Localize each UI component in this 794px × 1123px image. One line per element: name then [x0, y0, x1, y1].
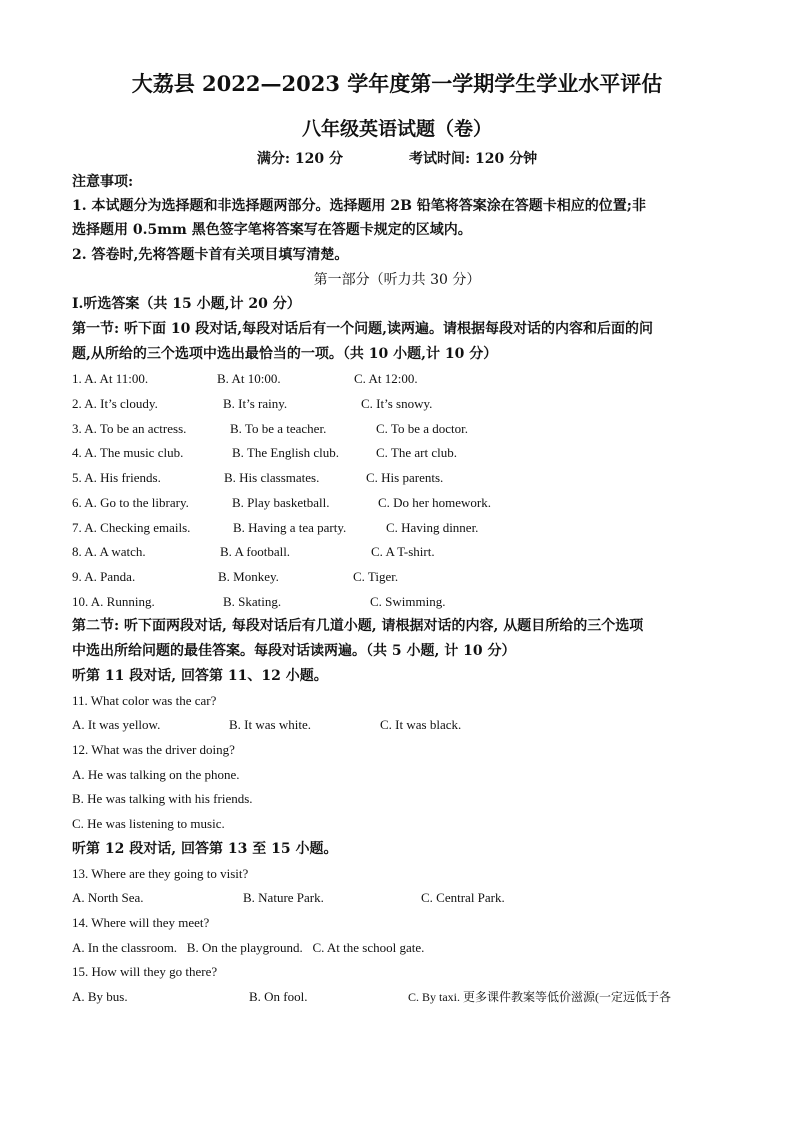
option-c: C. A T-shirt. — [371, 544, 435, 559]
option-a: A. He was talking on the phone. — [72, 767, 240, 782]
option-c: C. It’s snowy. — [361, 396, 433, 411]
part1-heading: 第一部分（听力共 30 分） — [313, 272, 481, 288]
option-a: A. By bus. — [72, 989, 128, 1004]
option-b: B. His classmates. — [224, 470, 320, 485]
option-a: 1. A. At 11:00. — [72, 371, 149, 386]
option-c: C. Swimming. — [370, 594, 446, 609]
option-c: C. It was black. — [380, 717, 462, 732]
notice-heading: 注意事项: — [72, 174, 134, 190]
exam-time: 考试时间: 120 分钟 — [409, 151, 538, 167]
dialog-11-heading: 听第 11 段对话, 回答第 11、12 小题。 — [72, 668, 328, 684]
section-1-title: I.听选答案（共 15 小题,计 20 分） — [72, 296, 301, 312]
option-b: B. At 10:00. — [217, 371, 281, 386]
question-14: 14. Where will they meet? — [72, 915, 210, 930]
option-a: 2. A. It’s cloudy. — [72, 396, 158, 411]
section-2-instructions-line-2: 中选出所给问题的最佳答案。每段对话读两遍。（共 5 小题, 计 10 分） — [72, 643, 516, 659]
option-c: C. Central Park. — [421, 890, 505, 905]
exam-meta — [0, 148, 794, 168]
option-c: C. At 12:00. — [354, 371, 418, 386]
exam-subtitle: 八年级英语试题（卷） — [301, 118, 492, 140]
option-a: 5. A. His friends. — [72, 470, 161, 485]
dialog-12-heading: 听第 12 段对话, 回答第 13 至 15 小题。 — [72, 841, 338, 857]
notice-line-1: 1. 本试题分为选择题和非选择题两部分。选择题用 2B 铅笔将答案涂在答题卡相应的位置;非 — [72, 198, 646, 214]
option-c: C. Do her homework. — [378, 495, 492, 510]
option-c: C. Tiger. — [353, 569, 399, 584]
option-c: C. He was listening to music. — [72, 816, 225, 831]
section-1-instructions-line-2: 题,从所给的三个选项中选出最恰当的一项。（共 10 小题,计 10 分） — [72, 346, 498, 362]
option-b: B. To be a teacher. — [230, 421, 327, 436]
option-a: A. North Sea. — [72, 890, 144, 905]
option-b: B. A football. — [220, 544, 291, 559]
option-a: 7. A. Checking emails. — [72, 520, 191, 535]
option-a: 3. A. To be an actress. — [72, 421, 187, 436]
notice-line-3: 2. 答卷时,先将答题卡首有关项目填写清楚。 — [72, 247, 349, 263]
option-b: B. It was white. — [229, 717, 311, 732]
option-a: 9. A. Panda. — [72, 569, 136, 584]
exam-title: 大荔县 2022—2023 学年度第一学期学生学业水平评估 — [131, 71, 663, 96]
option-a: 4. A. The music club. — [72, 445, 184, 460]
option-a: A. It was yellow. — [72, 717, 161, 732]
question-14-options: A. In the classroom. B. On the playground. C. At the school gate. — [72, 940, 425, 955]
question-13: 13. Where are they going to visit? — [72, 866, 249, 881]
option-b: B. Nature Park. — [243, 890, 324, 905]
option-a: 6. A. Go to the library. — [72, 495, 189, 510]
option-c: C. His parents. — [366, 470, 444, 485]
section-2-instructions-line-1: 第二节: 听下面两段对话, 每段对话后有几道小题, 请根据对话的内容, 从题目所给的三个选项 — [72, 618, 644, 634]
option-c: C. Having dinner. — [386, 520, 479, 535]
question-12: 12. What was the driver doing? — [72, 742, 235, 757]
option-c: C. The art club. — [376, 445, 457, 460]
option-b: B. It’s rainy. — [223, 396, 288, 411]
section-1-instructions-line-1: 第一节: 听下面 10 段对话,每段对话后有一个问题,读两遍。请根据每段对话的内容和后面的问 — [72, 321, 654, 337]
option-b: B. He was talking with his friends. — [72, 791, 253, 806]
option-b: B. Having a tea party. — [233, 520, 347, 535]
notice-line-2: 选择题用 0.5mm 黑色签字笔将答案写在答题卡规定的区域内。 — [72, 222, 472, 238]
option-a: 10. A. Running. — [72, 594, 155, 609]
question-11: 11. What color was the car? — [72, 693, 217, 708]
option-c: C. By taxi. 更多课件教案等低价滋源(一定远低于各 — [408, 990, 671, 1004]
option-c: C. To be a doctor. — [376, 421, 469, 436]
option-b: B. On fool. — [249, 989, 308, 1004]
question-15: 15. How will they go there? — [72, 964, 218, 979]
option-b: B. Play basketball. — [232, 495, 330, 510]
full-score: 满分: 120 分 — [256, 151, 343, 167]
option-b: B. Skating. — [223, 594, 282, 609]
option-b: B. The English club. — [232, 445, 340, 460]
option-a: 8. A. A watch. — [72, 544, 146, 559]
option-b: B. Monkey. — [218, 569, 279, 584]
